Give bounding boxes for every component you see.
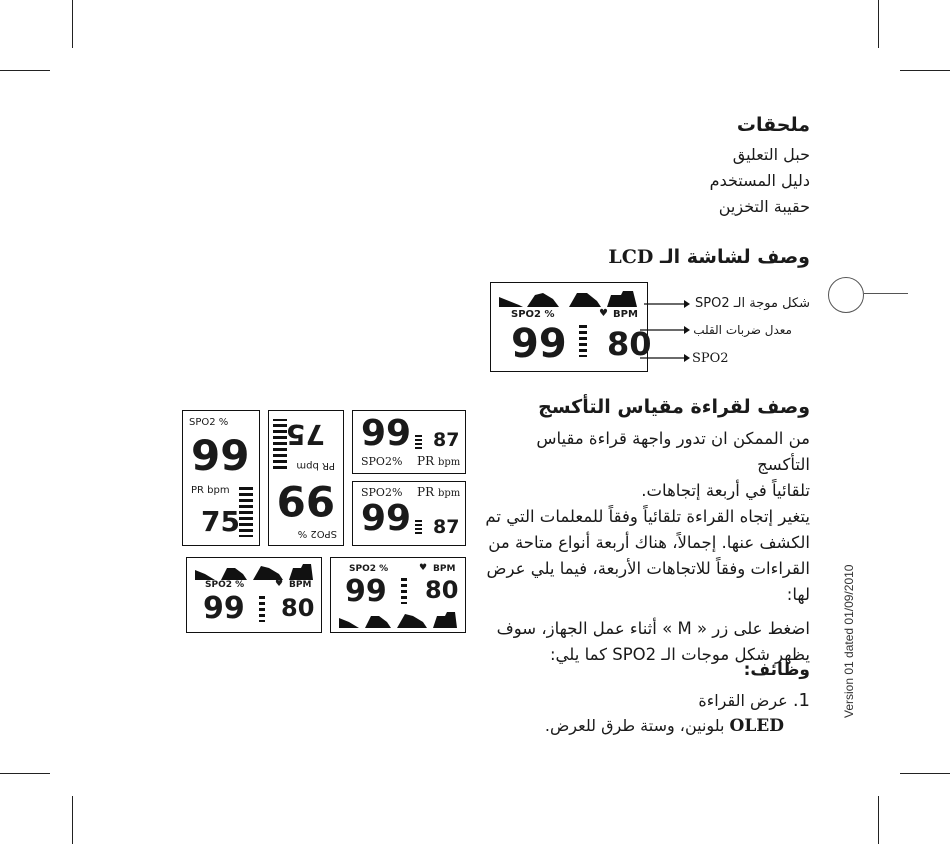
s2-spo2-label: SPO2 % <box>297 528 337 539</box>
heart-icon: ♥ <box>419 563 428 573</box>
s3-bpm-text: bpm <box>437 457 461 468</box>
s1-pr-label: PR bpm <box>191 485 230 496</box>
screen-landscape <box>352 410 466 474</box>
function-item-text: عرض القراءة <box>698 691 788 710</box>
screen-wave-bottom <box>330 557 466 633</box>
s6-spo2-value: 99 <box>345 574 387 609</box>
pulse-bar-icon <box>259 596 265 622</box>
version-note: Version 01 dated 01/09/2010 <box>842 564 856 718</box>
lcd-spo2-value: 99 <box>511 321 567 367</box>
crop-mark <box>0 70 50 71</box>
crop-mark <box>878 796 879 844</box>
s2-spo2-value: 99 <box>276 476 335 525</box>
lcd-spo2-label: SPO2 % <box>511 309 555 320</box>
callout-wave: شكل موجة الـ SPO2 <box>695 296 810 311</box>
s6-spo2-label: SPO2 % <box>349 564 389 574</box>
screen-wave-top <box>186 557 322 633</box>
s5-bpm-label: BPM <box>289 580 312 590</box>
accessory-item: حبل التعليق <box>732 145 810 164</box>
spo2-waveform <box>193 562 315 580</box>
spo2-waveform <box>497 287 641 307</box>
s5-spo2-label: SPO2 % <box>205 580 245 590</box>
s4-spo2-label: SPO2% <box>361 486 403 499</box>
pulse-bar-icon <box>401 578 407 604</box>
text-line: اضغط على زر « M » أثناء عمل الجهاز، سوف <box>496 619 810 638</box>
s2-pr-value: 75 <box>286 418 325 451</box>
pulse-bar-icon <box>415 435 422 449</box>
s4-pr-label <box>417 485 460 499</box>
callout-heart-rate: معدل ضربات القلب <box>693 323 792 337</box>
pulse-bar-icon <box>579 325 587 357</box>
heart-icon: ♥ <box>275 579 284 589</box>
function-item <box>698 690 810 711</box>
pulse-bar-icon <box>239 487 253 537</box>
s4-bpm-text: bpm <box>437 488 461 499</box>
s6-pr-value: 80 <box>425 576 459 604</box>
lcd-heading-acronym: LCD <box>608 246 654 268</box>
screen-landscape-alt <box>352 481 466 546</box>
s1-pr-value: 75 <box>201 505 240 538</box>
heart-icon: ♥ <box>599 308 608 319</box>
crop-mark <box>72 796 73 844</box>
crop-mark <box>878 0 879 48</box>
oximeter-paragraph <box>480 426 810 668</box>
lcd-display-diagram <box>490 282 652 372</box>
screen-portrait <box>182 410 260 546</box>
s3-pr-label <box>417 454 460 468</box>
lcd-bpm-label: BPM <box>613 309 638 320</box>
text-line: الكشف عنها. إجمالاً، هناك أربعة أنواع متاحة من <box>488 533 810 552</box>
accessory-item: دليل المستخدم <box>709 171 810 190</box>
crop-mark <box>0 773 50 774</box>
s4-spo2-value: 99 <box>361 498 412 539</box>
s1-spo2-value: 99 <box>191 431 250 480</box>
spo2-waveform <box>337 610 459 628</box>
functions-heading: وظائف: <box>743 660 810 680</box>
lcd-pr-value: 80 <box>607 325 652 363</box>
s6-bpm-label: BPM <box>433 564 456 574</box>
s4-pr-value: 87 <box>433 516 460 538</box>
text-line: تلقائياً في أربعة إتجاهات. <box>641 481 810 500</box>
oximeter-section-heading: وصف لقراءة مقياس التأكسج <box>538 396 810 418</box>
lcd-callout-arrows <box>640 296 690 366</box>
text-line: من الممكن ان تدور واجهة قراءة مقياس التأكسج <box>536 429 810 474</box>
callout-spo2: SPO2 <box>692 351 729 366</box>
lcd-section-heading <box>608 246 810 268</box>
screen-portrait-inverted <box>268 410 344 546</box>
s5-spo2-value: 99 <box>203 591 245 626</box>
s3-pr-text: PR <box>417 454 435 468</box>
s3-pr-value: 87 <box>433 429 460 451</box>
section-tab-circle <box>828 277 864 313</box>
crop-mark <box>900 70 950 71</box>
accessories-heading: ملحقات <box>736 114 810 136</box>
s3-spo2-label: SPO2% <box>361 455 403 468</box>
accessory-item: حقيبة التخزين <box>718 197 810 216</box>
s1-spo2-label: SPO2 % <box>189 417 229 428</box>
s3-spo2-value: 99 <box>361 413 412 454</box>
lcd-heading-text: وصف لشاشة الـ <box>660 246 810 268</box>
oled-text: بلونين، وستة طرق للعرض. <box>544 716 725 735</box>
text-line: يظهر شكل موجات الـ SPO2 كما يلي: <box>549 645 810 664</box>
s5-pr-value: 80 <box>281 594 315 622</box>
s4-pr-text: PR <box>417 485 435 499</box>
text-line: يتغير إتجاه القراءة تلقائياً وفقاً للمعلمات التي تم <box>485 507 810 526</box>
crop-mark <box>72 0 73 48</box>
pulse-bar-icon <box>273 419 287 469</box>
text-line: القراءات وفقاً للاتجاهات الأربعة، فيما يلي عرض <box>486 559 810 578</box>
section-tab-line <box>864 293 908 294</box>
oled-label: OLED <box>729 716 784 736</box>
function-oled-line <box>545 716 784 736</box>
text-line: لها: <box>786 585 810 604</box>
pulse-bar-icon <box>415 520 422 534</box>
crop-mark <box>900 773 950 774</box>
function-item-number: 1. <box>792 690 810 711</box>
s2-pr-label: PR bpm <box>296 460 335 471</box>
